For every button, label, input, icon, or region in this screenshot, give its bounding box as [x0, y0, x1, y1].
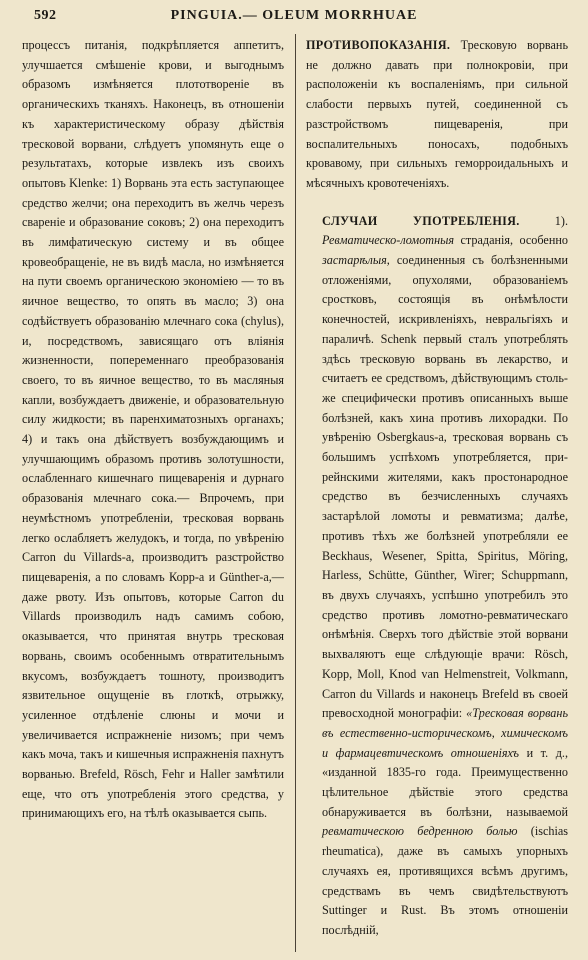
uses-lead-italic: Ревматическо-ломотныя: [322, 233, 455, 248]
left-column: [22, 36, 284, 954]
uses-text-d: (ischias rheumatica), даже въ самыхъ упорныхъ случаяхъ ея, противящихся всѣмъ другимъ, средствамъ въ чемъ свидѣтельствуютъ Suttinger и Rust. Въ этомъ отношеніи послѣдній,: [322, 824, 568, 937]
uses-text-a: страданія, особенно: [460, 233, 568, 248]
page-number: 592: [34, 8, 57, 23]
section-gap: [306, 194, 568, 212]
column-divider: [295, 34, 296, 952]
contraindications-text: Тресковую ворвань не должно давать при полнокровіи, при расположеніи къ воспаленіямъ, при сильной слабости первыхъ путей, соединенной съ разстройствомъ пищеваренія, при воспалительныхъ поносахъ, подобныхъ кровавому, при сильныхъ геморроидальныхъ и мѣсячныхъ кровотеченіяхъ.: [306, 38, 568, 190]
uses-text-b: соединенныя съ болѣзненными отложеніями, опухолями, образованіемъ сростковъ, состоящія въ онѣмѣлости конечностей, искривленіяхъ, невральгіяхъ и параличѣ. Schenk первый сталъ употреблять здѣсь тресковую ворвань въ лекарство, и считаетъ ее средствомъ, дѣйствующимъ столь-же специфически противъ описанныхъ выше болѣзней, какъ хина противъ лихорадки. По увѣренію Osbergkaus-а, тресковая ворвань съ большимъ успѣхомъ употребляется, при-рейнскими жителями, какъ простонародное средство въ безчисленныхъ случаяхъ застарѣлой ломоты и ревматизма; далѣе, противъ тѣхъ же болѣзней употребляли ее Beckhaus, Wesener, Spitta, Spiritus, Möring, Harless, Schütte, Günther, Wirer; Schuppmann, въ двухъ случаяхъ, успѣшно употребилъ это средство противъ ломотно-ревматическаго онѣмѣнія. Сверхъ того дѣйствіе этой ворвани выхваляютъ еще слѣдующіе врачи: Rösch, Kopp, Moll, Knod van Helmenstreit, Volkmann, Carron du Villards и наконецъ Brefeld въ своей превосходной монографіи:: [322, 253, 568, 721]
contraindications-heading: ПРОТИВОПОКАЗАНІЯ.: [306, 38, 451, 52]
uses-text-c: и т. д., «изданной 1835-го года. Преимущественно цѣлительное дѣйствіе этого средства обнаруживается въ болѣзни, называемой: [322, 745, 568, 819]
uses-number: 1).: [554, 213, 568, 228]
page-header: [0, 8, 588, 28]
uses-italic-c: «Тресковая ворвань въ естественно-историческомъ, химическомъ и фармацевтическомъ отношеніяхъ: [322, 706, 568, 760]
uses-heading: СЛУЧАИ УПОТРЕБЛЕНІЯ.: [322, 213, 520, 228]
running-title: PINGUIA.— OLEUM MORRHUAE: [170, 8, 418, 23]
uses-italic-d: ревматическою бедренною болью: [322, 824, 518, 839]
right-column: [306, 36, 568, 954]
contraindications-paragraph: [306, 36, 568, 194]
left-column-text: процессъ питанія, подкрѣпляется аппетитъ, улучшается смѣшеніе крови, и выгоднымъ образомъ измѣняется плототвореніе въ органическихъ тканяхъ. Наконецъ, въ отношеніи къ характеристическому образу дѣйствія тресковой ворвани, слѣдуетъ упомянуть еще о результатахъ, которые извлекъ изъ своихъ опытовъ Klenke: 1) Ворвань эта есть заступающее средство желчи; она переходитъ въ желчь черезъ свареніе и образование соковъ; 2) она переходитъ въ лимфатическую систему и въ общее кровеобращеніе, не въ видѣ масла, но измѣняется на пути своемъ органическою экономіею — то въ яичное вещество, то опять въ масло; 3) она содѣйствуетъ образованію млечнаго сока (chylus), и, посредствомъ, зависящаго отъ влiянія жизненности, попеременнаго преобразованія своего, то въ яичное вещество, то въ масляныя капли, возбуждаетъ движеніе, и образовательную силу жидкости; въ паренхиматозныхъ органахъ; 4) и такъ она дѣйствуетъ возбуждающимъ и улучшающимъ образомъ противъ золотушности, ослабленнаго кишечнаго пищеваренія и дурнаго образованія млечнаго сока.— Впрочемъ, при неумѣстномъ употребленіи, тресковая ворвань легко ослабляетъ желудокъ, и тогда, по увѣренію Carron du Villards-а, производитъ разстройство пищеваренія, а по словамъ Корр-а и Günther-а,—даже рвоту. Изъ опытовъ, которые Carron du Villards производилъ надъ самимъ собою, оказывается, что принятая внутрь тресковая ворвань, своимъ особеннымъ отвратительнымъ вкусомъ, возбуждаетъ тошноту, производитъ язвительное ощущеніе въ глоткѣ, отрыжку, усиленное отдѣленіе слюны и мочи и увеличивается испражненіе низомъ; при чемъ какъ моча, такъ и кишечныя испражненія пахнутъ ворванью. Brefeld, Rösch, Fehr и Haller замѣтили еще, что отъ употребленія этого средства, у принимающихъ его, на тѣлѣ оказывается сыпь.: [22, 38, 284, 821]
uses-italic-b: застарѣлыя,: [322, 253, 390, 268]
uses-paragraph: [306, 212, 568, 941]
